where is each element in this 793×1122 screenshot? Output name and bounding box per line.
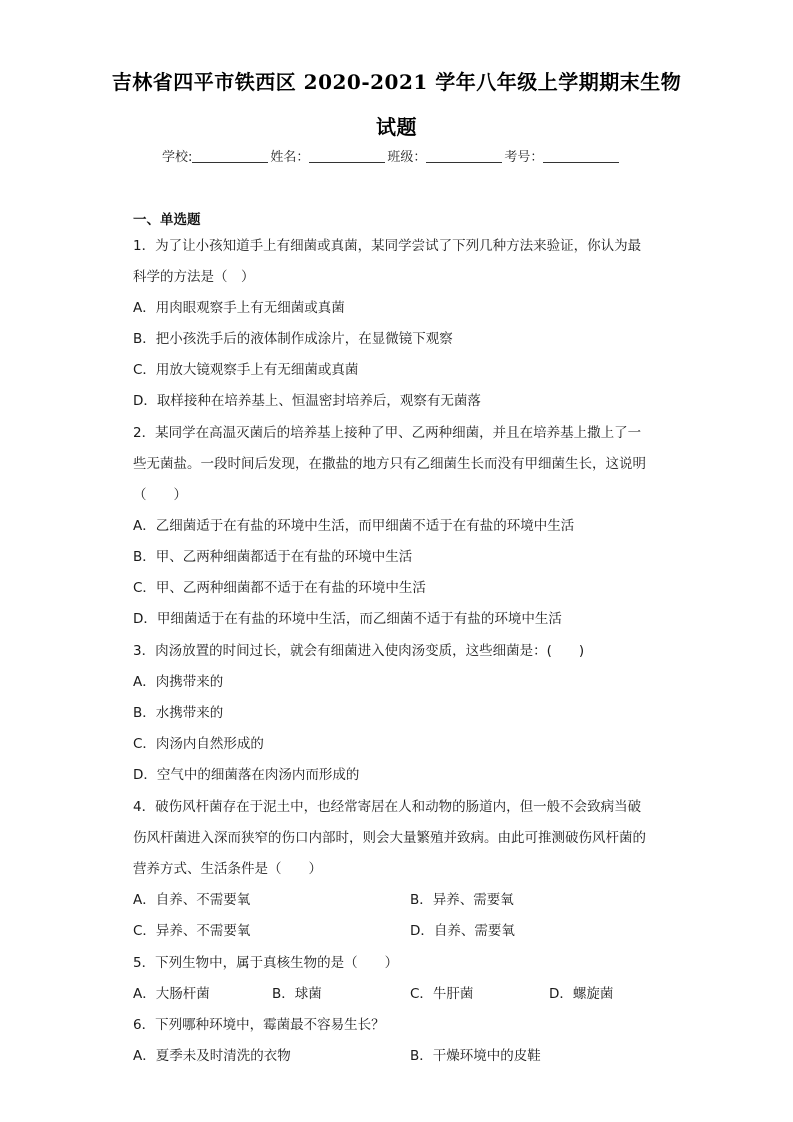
question-2-line-3: （ ） <box>133 487 187 503</box>
exam-no-blank[interactable] <box>543 149 619 163</box>
section-title: 一、单选题 <box>133 212 201 228</box>
question-1-option-c: C．用放大镜观察手上有无细菌或真菌 <box>133 362 359 378</box>
question-4-line-3: 营养方式、生活条件是（ ） <box>133 861 322 877</box>
question-4-option-b: B．异养、需要氧 <box>410 892 514 908</box>
question-2-option-b: B．甲、乙两种细菌都适于在有盐的环境中生活 <box>133 549 413 565</box>
question-3-option-a: A．肉携带来的 <box>133 674 224 690</box>
question-1-option-a: A．用肉眼观察手上有无细菌或真菌 <box>133 300 345 316</box>
exam-no-label: 考号： <box>504 150 544 165</box>
question-1-option-b: B．把小孩洗手后的液体制作成涂片，在显微镜下观察 <box>133 331 453 347</box>
question-2-option-c: C．甲、乙两种细菌都不适于在有盐的环境中生活 <box>133 580 426 596</box>
student-info-row <box>162 146 621 165</box>
school-label: 学校: <box>162 150 193 165</box>
question-5-option-b: B．球菌 <box>272 986 322 1002</box>
question-6-option-b: B．干燥环境中的皮鞋 <box>410 1048 541 1064</box>
exam-title-line1: 吉林省四平市铁西区 2020-2021 学年八年级上学期期末生物 <box>111 70 682 94</box>
question-2-line-2: 些无菌盐。一段时间后发现，在撒盐的地方只有乙细菌生长而没有甲细菌生长，这说明 <box>133 456 646 472</box>
class-blank[interactable] <box>426 149 502 163</box>
question-6-line-1: 6．下列哪种环境中，霉菌最不容易生长？ <box>133 1017 385 1033</box>
class-label: 班级： <box>387 150 427 165</box>
question-2-line-1: 2．某同学在高温灭菌后的培养基上接种了甲、乙两种细菌，并且在培养基上撒上了一 <box>133 425 642 441</box>
name-label: 姓名： <box>270 150 310 165</box>
name-blank[interactable] <box>309 149 385 163</box>
question-2-option-a: A．乙细菌适于在有盐的环境中生活，而甲细菌不适于在有盐的环境中生活 <box>133 518 575 534</box>
exam-title-line2: 试题 <box>376 115 417 139</box>
question-1-option-d: D．取样接种在培养基上、恒温密封培养后，观察有无菌落 <box>133 393 481 409</box>
question-6-option-a: A．夏季未及时清洗的衣物 <box>133 1048 291 1064</box>
question-3-option-d: D．空气中的细菌落在肉汤内而形成的 <box>133 767 360 783</box>
question-3-option-b: B．水携带来的 <box>133 705 224 721</box>
question-1-line-2: 科学的方法是（ ） <box>133 269 255 285</box>
question-5-line-1: 5．下列生物中，属于真核生物的是（ ） <box>133 955 399 971</box>
question-5-option-d: D．螺旋菌 <box>549 986 614 1002</box>
question-4-option-c: C．异养、不需要氧 <box>133 923 251 939</box>
question-2-option-d: D．甲细菌适于在有盐的环境中生活，而乙细菌不适于有盐的环境中生活 <box>133 611 562 627</box>
question-4-line-2: 伤风杆菌进入深而狭窄的伤口内部时，则会大量繁殖并致病。由此可推测破伤风杆菌的 <box>133 830 646 846</box>
question-3-line-1: 3．肉汤放置的时间过长，就会有细菌进入使肉汤变质，这些细菌是：( ) <box>133 643 585 659</box>
question-4-option-a: A．自养、不需要氧 <box>133 892 251 908</box>
question-3-option-c: C．肉汤内自然形成的 <box>133 736 264 752</box>
question-4-option-d: D．自养、需要氧 <box>410 923 515 939</box>
question-5-option-a: A．大肠杆菌 <box>133 986 210 1002</box>
question-5-option-c: C．牛肝菌 <box>410 986 474 1002</box>
question-4-line-1: 4．破伤风杆菌存在于泥土中，也经常寄居在人和动物的肠道内，但一般不会致病当破 <box>133 799 642 815</box>
question-1-line-1: 1．为了让小孩知道手上有细菌或真菌，某同学尝试了下列几种方法来验证，你认为最 <box>133 238 642 254</box>
school-blank[interactable] <box>192 149 268 163</box>
